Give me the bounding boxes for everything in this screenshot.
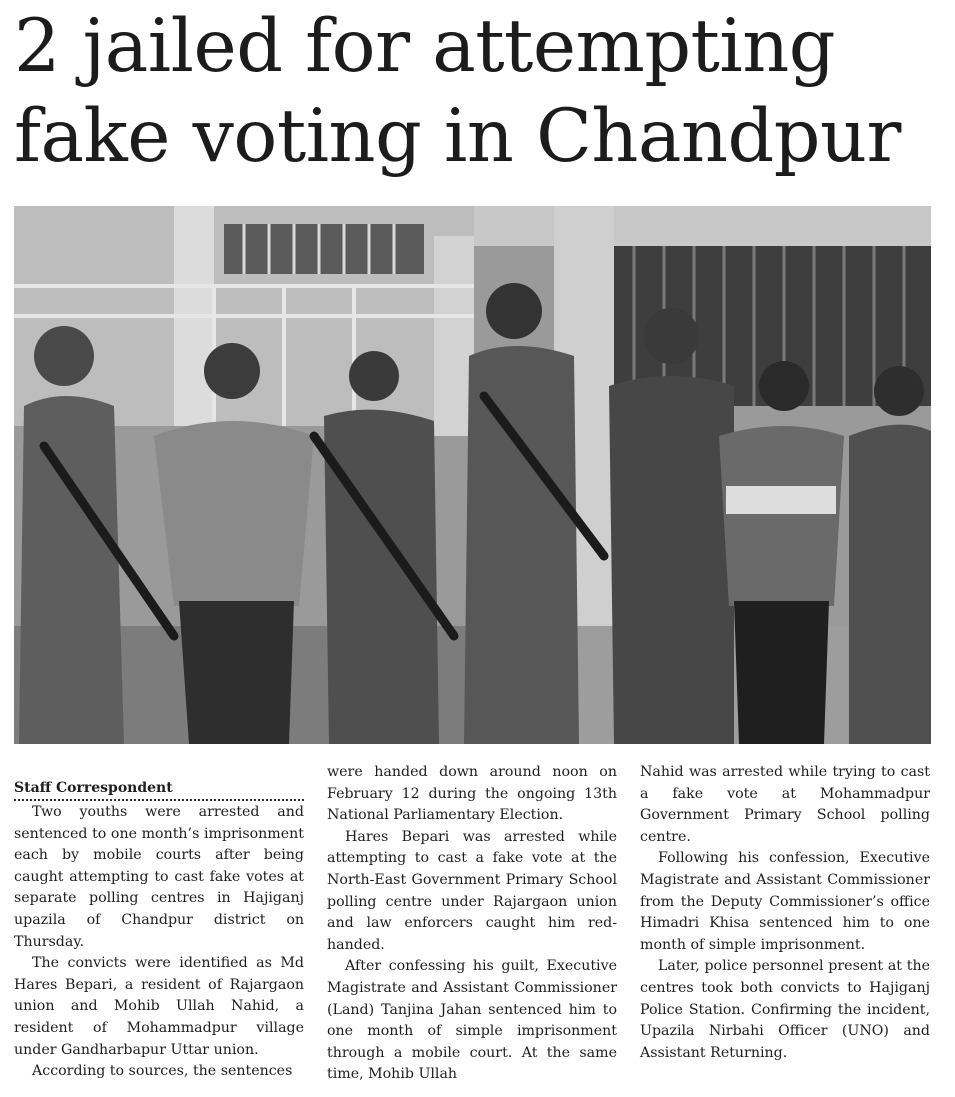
headline: 2 jailed for attempting fake voting in Chandpur (14, 4, 901, 179)
paragraph: Later, police personnel present at the centres took both convicts to Hajiganj Police Station. Confirming the incident, Upazila Nirbahi Officer (UNO) and Assistant Returning. (640, 958, 930, 1061)
article-column-1 (14, 762, 304, 1083)
paragraph: Two youths were arrested and sentenced to one month’s imprisonment each by mobile courts after being caught attempting to cast fake votes at separate polling centres in Hajiganj upazila of Chandpur district on Thursday. (14, 804, 304, 950)
article-column-2 (327, 762, 617, 1086)
byline: Staff Correspondent (14, 778, 304, 801)
paragraph: were handed down around noon on February 12 during the ongoing 13th National Parliamentary Election. (327, 764, 617, 824)
paragraph: After confessing his guilt, Executive Magistrate and Assistant Commissioner (Land) Tanjina Jahan sentenced him to one month of simple imprisonment through a mobile court. At the same time, Mohib Ullah (327, 958, 617, 1083)
paragraph: According to sources, the sentences (32, 1063, 293, 1080)
paragraph: Hares Bepari was arrested while attempting to cast a fake vote at the North-East Government Primary School polling centre under Rajargaon union and law enforcers caught him red-handed. (327, 828, 617, 953)
paragraph: Following his confession, Executive Magistrate and Assistant Commissioner from the Deputy Commissioner’s office Himadri Khisa sentenced him to one month of simple imprisonment. (640, 850, 930, 953)
news-photo (14, 206, 931, 744)
article-column-3 (640, 762, 930, 1064)
paragraph: Nahid was arrested while trying to cast a fake vote at Mohammadpur Government Primary School polling centre. (640, 764, 930, 845)
paragraph: The convicts were identified as Md Hares Bepari, a resident of Rajargaon union and Mohib Ullah Nahid, a resident of Mohammadpur village under Gandharbapur Uttar union. (14, 955, 304, 1058)
